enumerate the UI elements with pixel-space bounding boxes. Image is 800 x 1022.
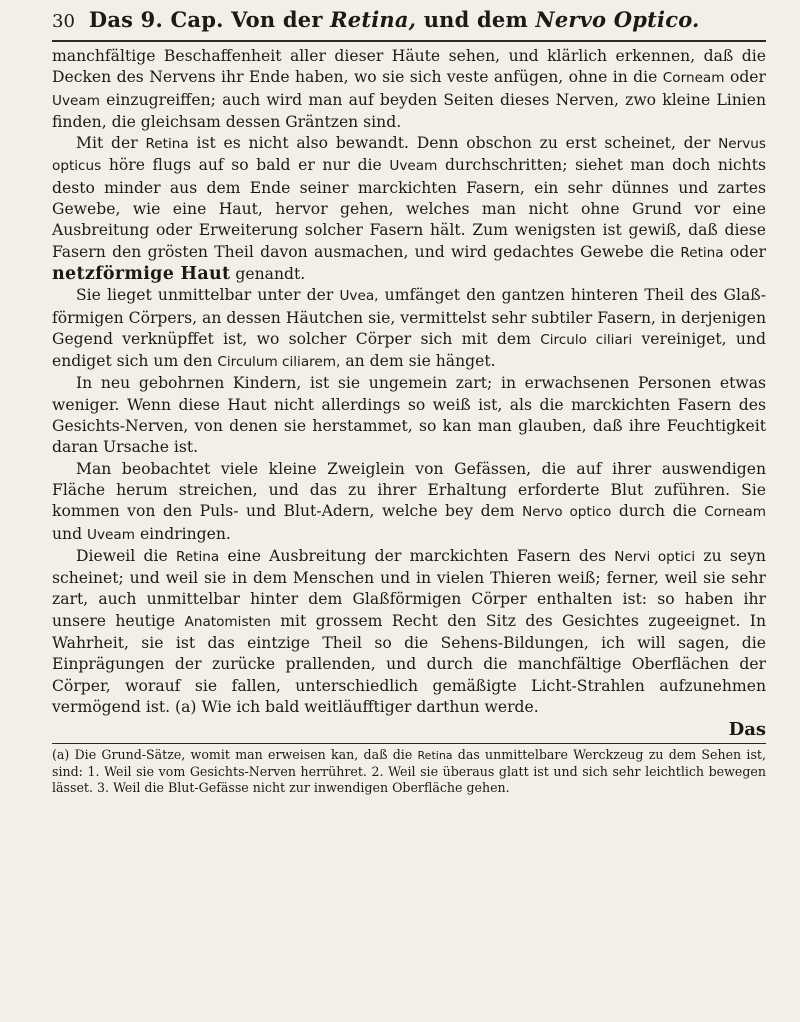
title-mid: und dem [423, 7, 528, 32]
chapter-title [89, 6, 700, 34]
catchword: Das [728, 719, 766, 741]
paragraph-5: Man beobachtet viele kleine Zweiglein von Gefässen, die auf ihrer auswendigen Fläche herum streichen, und das zu ihrer Erhaltung erforderte Blut zuführen. Sie kommen von den Puls- und Blut-Adern, welche bey dem Nervo optico durch die Corneam und Uveam eindringen. [52, 459, 767, 543]
body-text [52, 46, 766, 718]
title-prefix: Das 9. Cap. Von der [88, 7, 323, 32]
paragraph-6: Dieweil die Retina eine Ausbreitung der marckichten Fasern des Nervi optici zu seyn scheinet; und weil sie in dem Menschen und in vielen Thieren weiß; ferner, weil sie sehr zart, auch unmittelbar hinter dem Glaßförmigen Cörper enthalten ist: so haben ihr unsere heutige Anatomisten mit grossem Recht den Sitz des Gesichtes zugeeignet. In Wahrheit, sie ist das eintzige Theil so die Sehens-Bildungen, ich will sagen, die Einprägungen der zurücke prallenden, und durch die manchfältige Oberflächen der Cörper, worauf sie fallen, unterschiedlich gemäßigte Licht-Strahlen aufzunehmen vermögend ist. (a) Wie ich bald weitläufftiger darthun werde. [52, 546, 766, 716]
footnote: (a) Die Grund-Sätze, womit man erweisen kan, daß die Retina das unmittelbare Werckzeug zu dem Sehen ist, sind: 1. Weil sie vom Gesichts-Nerven herrühret. 2. Weil sie überaus glatt ist und sich sehr leichtlich bewegen lässet. 3. Weil die Blut-Gefässe nicht zur inwendigen Oberfläche gehen. [52, 747, 766, 796]
paragraph-4: In neu gebohrnen Kindern, ist sie ungemein zart; in erwachsenen Personen etwas weniger. Wenn diese Haut nicht allerdings so weiß ist, als die marckichten Fasern des Gesichts-Nerven, von denen sie herstammet, so kan man glauben, daß ihre Feuchtigkeit daran Ursache ist. [52, 374, 766, 457]
paragraph-2: Mit der Retina ist es nicht also bewandt. Denn obschon zu erst scheinet, der Nervus opticus höre flugs auf so bald er nur die Uveam durchschritten; siehet man doch nichts desto minder aus dem Ende seiner marckichten Fasern, ein sehr dünnes und zartes Gewebe, wie eine Haut, hervor gehen, welches man nicht ohne Grund vor eine Ausbreitung oder Erweiterung solcher Fasern hält. Zum wenigsten ist gewiß, daß diese Fasern den grösten Theil davon ausmachen, und wird gedachtes Gewebe die Retina oder netzförmige Haut genandt. [52, 134, 766, 284]
page-number: 30 [52, 11, 75, 32]
title-term-retina: Retina, [330, 7, 417, 32]
emphasized-term: netzförmige Haut [52, 263, 231, 284]
running-head [52, 6, 766, 40]
footnote-rule [52, 743, 766, 744]
paragraph-1: manchfältige Beschaffenheit aller dieser Häute sehen, und klärlich erkennen, daß die Decken des Nervens ihr Ende haben, wo sie sich veste anfügen, ohne in die Corneam oder Uveam einzugreiffen; auch wird man auf beyden Seiten dieses Nerven, zwo kleine Linien finden, die gleichsam dessen Gräntzen sind. [52, 47, 766, 131]
title-term-nervo-optico: Nervo Optico. [535, 7, 700, 32]
header-rule [52, 40, 766, 42]
paragraph-3: Sie lieget unmittelbar unter der Uvea, umfänget den gantzen hinteren Theil des Glaß-förmigen Cörpers, an dessen Häutchen sie, vermittelst sehr subtiler Fasern, in derjenigen Gegend verknüpffet ist, wo solcher Cörper sich mit dem Circulo ciliari vereiniget, und endiget sich um den Circulum ciliarem, an dem sie hänget. [52, 286, 766, 371]
